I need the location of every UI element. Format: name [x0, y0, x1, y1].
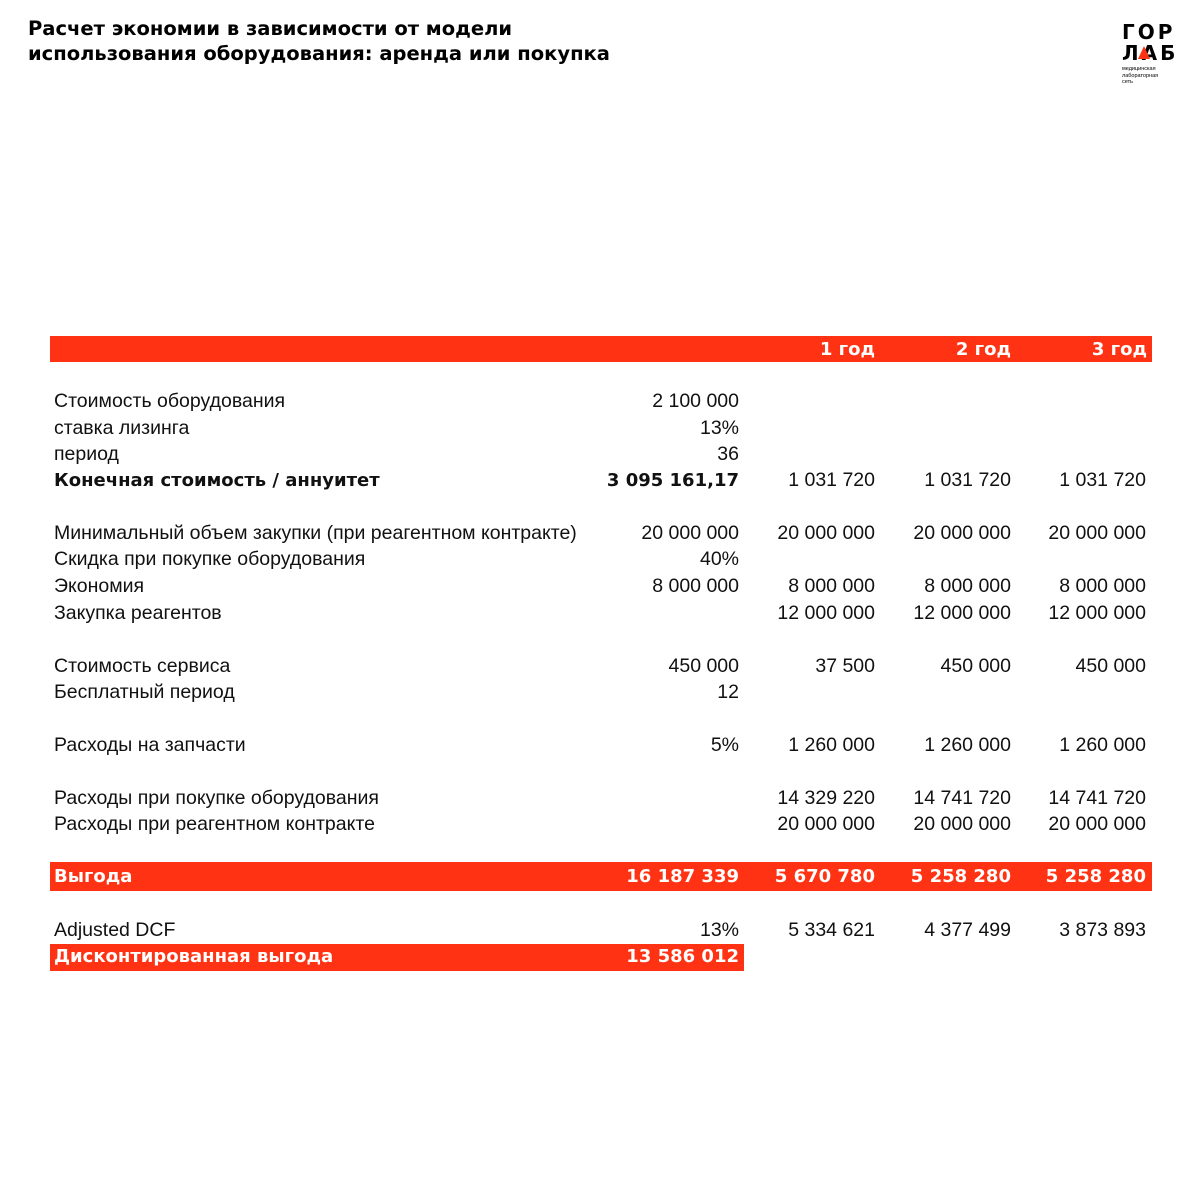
logo-text-bottom	[1122, 43, 1178, 64]
table-row-discount	[0, 546, 1200, 573]
table-row-min-purchase	[0, 520, 1200, 547]
row-year-3: 20 000 000	[1048, 522, 1146, 544]
row-year-1: 8 000 000	[788, 575, 875, 597]
row-label: Экономия	[54, 575, 145, 597]
row-label: Минимальный объем закупки (при реагентном контракте)	[54, 522, 577, 544]
row-year-1: 5 334 621	[788, 919, 875, 941]
column-header-year-2: 2 год	[955, 339, 1011, 360]
row-param: 36	[717, 443, 739, 465]
row-year-1: 14 329 220	[777, 787, 875, 809]
row-year-1: 1 260 000	[788, 734, 875, 756]
row-label: Расходы при покупке оборудования	[54, 787, 379, 809]
row-param: 450 000	[668, 655, 739, 677]
table-row-leasing-rate	[0, 415, 1200, 442]
table-row-savings	[0, 573, 1200, 600]
table-header-bar	[50, 336, 1152, 362]
row-year-2: 4 377 499	[924, 919, 1011, 941]
table-row-annuity	[0, 467, 1200, 494]
row-year-2: 450 000	[940, 655, 1011, 677]
row-param: 40%	[699, 548, 739, 570]
row-year-3: 1 031 720	[1059, 469, 1146, 491]
table-row-reagent-contract	[0, 811, 1200, 838]
row-param: 13%	[699, 417, 739, 439]
row-year-2: 8 000 000	[924, 575, 1011, 597]
table-row-reagents	[0, 600, 1200, 627]
row-label: Расходы при реагентном контракте	[54, 813, 375, 835]
row-year-3: 450 000	[1075, 655, 1146, 677]
row-year-2: 20 000 000	[913, 522, 1011, 544]
column-header-year-1: 1 год	[819, 339, 875, 360]
row-year-3: 14 741 720	[1048, 787, 1146, 809]
row-year-1: 20 000 000	[777, 522, 875, 544]
row-year-1: 12 000 000	[777, 602, 875, 624]
logo-subtitle-3: сеть	[1122, 79, 1134, 85]
row-param: 13%	[699, 919, 739, 941]
row-param: 5%	[710, 734, 739, 756]
row-label: Закупка реагентов	[54, 602, 222, 624]
table-row-equipment-cost	[0, 388, 1200, 415]
logo-text-bottom-label: ЛАБ	[1122, 41, 1179, 65]
logo-subtitle	[1122, 66, 1178, 86]
row-year-3: 20 000 000	[1048, 813, 1146, 835]
row-year-1: 20 000 000	[777, 813, 875, 835]
row-label: Конечная стоимость / аннуитет	[54, 470, 380, 491]
logo-triangle-icon	[1138, 46, 1150, 59]
logo-subtitle-2: лабораторная	[1122, 72, 1159, 79]
gorlab-logo	[1122, 22, 1178, 86]
row-label: ставка лизинга	[54, 417, 190, 439]
table-row-period	[0, 441, 1200, 468]
row-year-3: 1 260 000	[1059, 734, 1146, 756]
row-year-3: 12 000 000	[1048, 602, 1146, 624]
page-title-line-2: использования оборудования: аренда или покупка	[28, 42, 610, 65]
row-year-2: 12 000 000	[913, 602, 1011, 624]
row-label: период	[54, 443, 119, 465]
row-param: 3 095 161,17	[606, 470, 739, 491]
table-row-adjusted-dcf	[0, 917, 1200, 944]
row-year-1: 1 031 720	[788, 469, 875, 491]
row-year-2: 14 741 720	[913, 787, 1011, 809]
table-row-benefit	[0, 863, 1200, 890]
table-row-purchase-costs	[0, 785, 1200, 812]
table-row-discounted-benefit	[0, 943, 1200, 970]
row-year-1: 5 670 780	[774, 866, 875, 887]
row-param: 13 586 012	[626, 946, 739, 967]
row-label: Adjusted DCF	[54, 919, 176, 941]
page-title	[28, 16, 610, 66]
row-param: 12	[717, 681, 739, 703]
column-header-year-3: 3 год	[1091, 339, 1147, 360]
row-label: Дисконтированная выгода	[54, 946, 334, 967]
row-year-3: 3 873 893	[1059, 919, 1146, 941]
row-year-2: 5 258 280	[910, 866, 1011, 887]
row-label: Выгода	[54, 866, 133, 887]
row-label: Бесплатный период	[54, 681, 235, 703]
row-label: Расходы на запчасти	[54, 734, 246, 756]
row-label: Стоимость сервиса	[54, 655, 231, 677]
row-year-2: 1 031 720	[924, 469, 1011, 491]
row-param: 8 000 000	[652, 575, 739, 597]
row-year-3: 8 000 000	[1059, 575, 1146, 597]
row-year-2: 20 000 000	[913, 813, 1011, 835]
logo-text-top: ГОР	[1122, 20, 1176, 44]
row-param: 16 187 339	[626, 866, 739, 887]
row-year-2: 1 260 000	[924, 734, 1011, 756]
row-param: 2 100 000	[652, 390, 739, 412]
table-row-parts	[0, 732, 1200, 759]
row-year-3: 5 258 280	[1045, 866, 1146, 887]
row-label: Скидка при покупке оборудования	[54, 548, 366, 570]
row-label: Стоимость оборудования	[54, 390, 286, 412]
logo-subtitle-1: медицинская	[1122, 66, 1156, 72]
row-year-1: 37 500	[815, 655, 875, 677]
table-row-free-period	[0, 679, 1200, 706]
table-row-service-cost	[0, 653, 1200, 680]
page-title-line-1: Расчет экономии в зависимости от модели	[28, 17, 513, 40]
row-param: 20 000 000	[641, 522, 739, 544]
